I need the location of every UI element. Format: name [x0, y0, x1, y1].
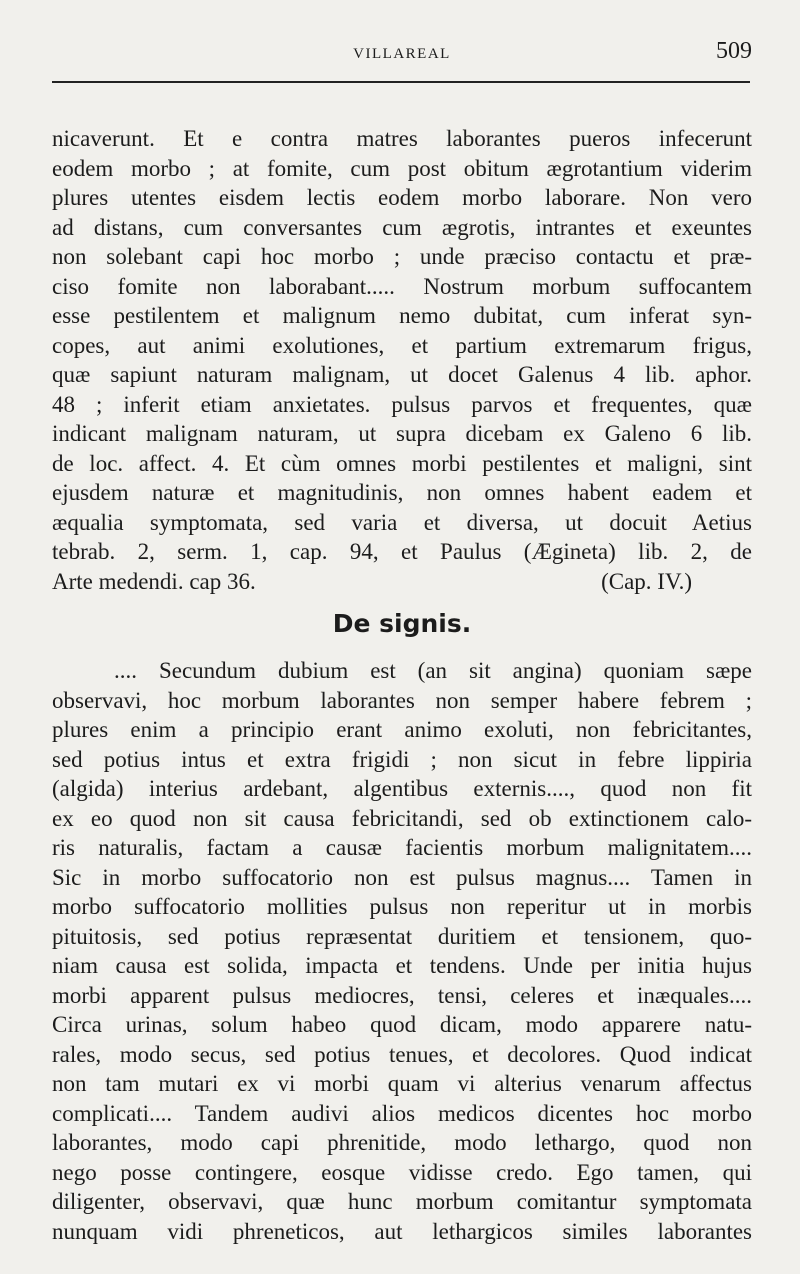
- text-line: morbo suffocatorio mollities pulsus non reperitur ut in morbis: [52, 894, 752, 919]
- text-line: tebrab. 2, serm. 1, cap. 94, et Paulus (Ægineta) lib. 2, de: [52, 539, 752, 564]
- text-line: ciso fomite non laborabant..... Nostrum morbum suffocantem: [52, 273, 752, 299]
- page-number: 509: [716, 38, 752, 64]
- text-line: morbi apparent pulsus mediocres, tensi, celeres et inæquales....: [52, 982, 752, 1008]
- text-line: plures utentes eisdem lectis eodem morbo laborare. Non vero: [52, 185, 752, 210]
- text-line: laborantes, modo capi phrenitide, modo lethargo, quod non: [52, 1130, 752, 1155]
- text-line: de loc. affect. 4. Et cùm omnes morbi pestilentes et maligni, sint: [52, 450, 752, 476]
- text-line: Circa urinas, solum habeo quod dicam, modo apparere natu-: [52, 1012, 752, 1037]
- text-line: non solebant capi hoc morbo ; unde præciso contactu et præ-: [52, 244, 752, 269]
- text-line: non tam mutari ex vi morbi quam vi alterius venarum affectus: [52, 1071, 752, 1096]
- text-line: rales, modo secus, sed potius tenues, et decolores. Quod indicat: [52, 1041, 752, 1067]
- text-line: copes, aut animi exolutiones, et partium extremarum frigus,: [52, 332, 752, 358]
- section-heading: De signis.: [332, 609, 472, 638]
- text-line: niam causa est solida, impacta et tendens. Unde per initia hujus: [52, 953, 752, 978]
- text-line: sed potius intus et extra frigidi ; non sicut in febre lippiria: [52, 746, 752, 772]
- text-line: Sic in morbo suffocatorio non est pulsus magnus.... Tamen in: [52, 864, 752, 890]
- text-line: indicant malignam naturam, ut supra dicebam ex Galeno 6 lib.: [52, 421, 752, 446]
- paragraph-2: [52, 656, 752, 1246]
- text-line: quæ sapiunt naturam malignam, ut docet Galenus 4 lib. aphor.: [52, 362, 752, 387]
- text-line: ex eo quod non sit causa febricitandi, sed ob extinctionem calo-: [52, 805, 752, 831]
- text-line: pituitosis, sed potius repræsentat duritiem et tensionem, quo-: [52, 923, 752, 949]
- text-line: nicaverunt. Et e contra matres laborantes pueros infecerunt: [52, 126, 752, 151]
- paragraph-1: [52, 124, 752, 596]
- text-line: ad distans, cum conversantes cum ægrotis, intrantes et exeuntes: [52, 214, 752, 240]
- text-line: nego posse contingere, eosque vidisse credo. Ego tamen, qui: [52, 1159, 752, 1185]
- text-line: eodem morbo ; at fomite, cum post obitum ægrotantium viderim: [52, 155, 752, 181]
- header-rule: [52, 81, 750, 83]
- text-line: ejusdem naturæ et magnitudinis, non omnes habent eadem et: [52, 480, 752, 505]
- running-head: [52, 36, 752, 72]
- chapter-reference: (Cap. IV.): [601, 568, 692, 594]
- citation-reference: Arte medendi. cap 36.: [52, 568, 256, 594]
- text-line: esse pestilentem et malignum nemo dubitat, cum inferat syn-: [52, 303, 752, 328]
- text-line: .... Secundum dubium est (an sit angina) quoniam sæpe: [114, 658, 752, 683]
- text-line: observavi, hoc morbum laborantes non semper habere febrem ;: [52, 687, 752, 713]
- text-line: æqualia symptomata, sed varia et diversa, ut docuit Aetius: [52, 509, 752, 535]
- text-line-last: [52, 567, 752, 597]
- text-line: complicati.... Tandem audivi alios medicos dicentes hoc morbo: [52, 1100, 752, 1126]
- text-line: nunquam vidi phreneticos, aut lethargicos similes laborantes: [52, 1218, 752, 1244]
- text-line: 48 ; inferit etiam anxietates. pulsus parvos et frequentes, quæ: [52, 391, 752, 417]
- running-title: VILLAREAL: [353, 46, 451, 62]
- text-line: plures enim a principio erant animo exoluti, non febricitantes,: [52, 717, 752, 742]
- body-text: [52, 124, 752, 1246]
- text-line: diligenter, observavi, quæ hunc morbum comitantur symptomata: [52, 1189, 752, 1214]
- text-line: ris naturalis, factam a causæ facientis morbum malignitatem....: [52, 835, 752, 860]
- text-line: (algida) interius ardebant, algentibus externis...., quod non fit: [52, 776, 752, 801]
